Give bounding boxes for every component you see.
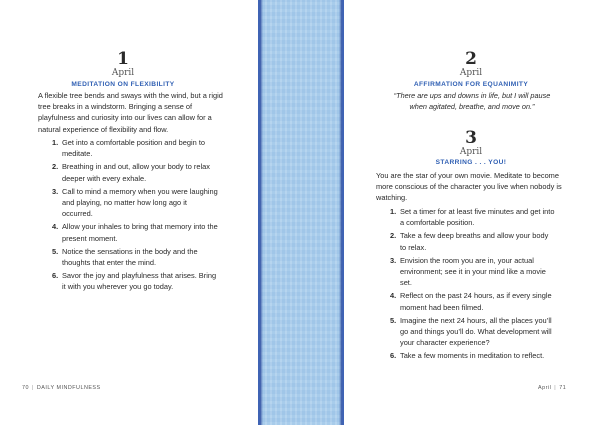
day-3-heading bbox=[451, 130, 491, 157]
running-title: DAILY MINDFULNESS bbox=[36, 385, 101, 391]
step-text: Reflect on the past 24 hours, as if every single moment had been filmed. bbox=[400, 291, 552, 312]
list-item bbox=[390, 350, 556, 361]
step-text: Imagine the next 24 hours, all the places you’ll go and things you’ll do. What development will your character experience? bbox=[400, 315, 552, 348]
ribbon-bookmark bbox=[258, 0, 344, 425]
step-number: 4. bbox=[52, 222, 59, 232]
step-text: Envision the room you are in, your actual environment; see it in your mind like a movie set. bbox=[400, 255, 546, 288]
step-number: 2. bbox=[390, 231, 397, 241]
step-text: Notice the sensations in the body and the thoughts that enter the mind. bbox=[62, 246, 198, 268]
step-number: 6. bbox=[52, 271, 59, 281]
page-number: 70 bbox=[22, 385, 29, 391]
list-item bbox=[52, 186, 218, 220]
list-item bbox=[52, 161, 218, 183]
footer-separator: | bbox=[32, 385, 34, 391]
page-footer bbox=[22, 385, 101, 391]
ribbon-left-edge bbox=[260, 0, 263, 425]
step-text: Get into a comfortable position and begin to meditate. bbox=[62, 138, 205, 159]
affirmation-quote: “There are ups and downs in life, but I will pause when agitated, breathe, and move on.” bbox=[393, 91, 551, 112]
step-number: 4. bbox=[390, 291, 397, 301]
day-month: April bbox=[459, 68, 483, 78]
entry-title: MEDITATION ON FLEXIBILITY bbox=[71, 81, 175, 88]
list-item bbox=[52, 270, 218, 292]
step-text: Allow your inhales to bring that memory into the present moment. bbox=[62, 222, 218, 243]
ribbon-texture bbox=[260, 0, 342, 425]
step-number: 6. bbox=[390, 351, 397, 361]
step-text: Take a few moments in meditation to reflect. bbox=[400, 351, 545, 361]
right-page bbox=[344, 0, 600, 425]
list-item bbox=[390, 206, 556, 228]
step-text: Savor the joy and playfulness that arises. Bring it with you wherever you go today. bbox=[62, 271, 217, 292]
list-item bbox=[390, 315, 556, 349]
list-item bbox=[390, 290, 556, 312]
day-number: 1 bbox=[117, 49, 129, 69]
day-2-heading bbox=[451, 51, 491, 78]
step-number: 5. bbox=[390, 315, 397, 325]
step-text: Call to mind a memory when you were laughing and playing, no matter how long ago it occurred. bbox=[62, 186, 218, 219]
footer-separator: | bbox=[554, 385, 557, 391]
page-number: 71 bbox=[559, 385, 567, 391]
step-number: 3. bbox=[390, 255, 397, 265]
day-month: April bbox=[111, 68, 135, 78]
step-text: Set a timer for at least five minutes and get into a comfortable position. bbox=[400, 207, 555, 228]
step-number: 5. bbox=[52, 246, 59, 256]
running-month: April bbox=[538, 385, 552, 391]
day-1-heading bbox=[103, 51, 143, 78]
entry-intro: You are the star of your own movie. Meditate to become more conscious of the character you live when nobody is watching. bbox=[376, 171, 562, 203]
list-item bbox=[390, 230, 556, 252]
left-page bbox=[0, 0, 258, 425]
day-number: 3 bbox=[465, 128, 477, 148]
step-text: Take a few deep breaths and allow your body to relax. bbox=[400, 231, 549, 252]
entry-title: AFFIRMATION FOR EQUANIMITY bbox=[413, 81, 529, 88]
list-item bbox=[390, 255, 556, 289]
entry-title: STARRING . . . YOU! bbox=[435, 159, 507, 166]
page-footer bbox=[538, 385, 566, 391]
step-number: 2. bbox=[52, 162, 59, 172]
ribbon-right-edge bbox=[339, 0, 342, 425]
list-item bbox=[52, 137, 218, 159]
day-number: 2 bbox=[465, 49, 477, 69]
step-number: 1. bbox=[390, 207, 397, 216]
list-item bbox=[52, 221, 218, 243]
step-number: 3. bbox=[52, 186, 59, 196]
entry-intro: A flexible tree bends and sways with the wind, but a rigid tree breaks in a windstorm. Bringing a sense of playfulness and curiosity into our lives can allow for a natural experience of flexibility and flow. bbox=[38, 91, 223, 134]
day-month: April bbox=[459, 147, 483, 157]
step-number: 1. bbox=[52, 138, 59, 147]
steps-list bbox=[52, 137, 218, 295]
list-item bbox=[52, 246, 218, 268]
step-text: Breathing in and out, allow your body to relax deeper with every exhale. bbox=[62, 162, 210, 183]
steps-list bbox=[390, 206, 556, 364]
